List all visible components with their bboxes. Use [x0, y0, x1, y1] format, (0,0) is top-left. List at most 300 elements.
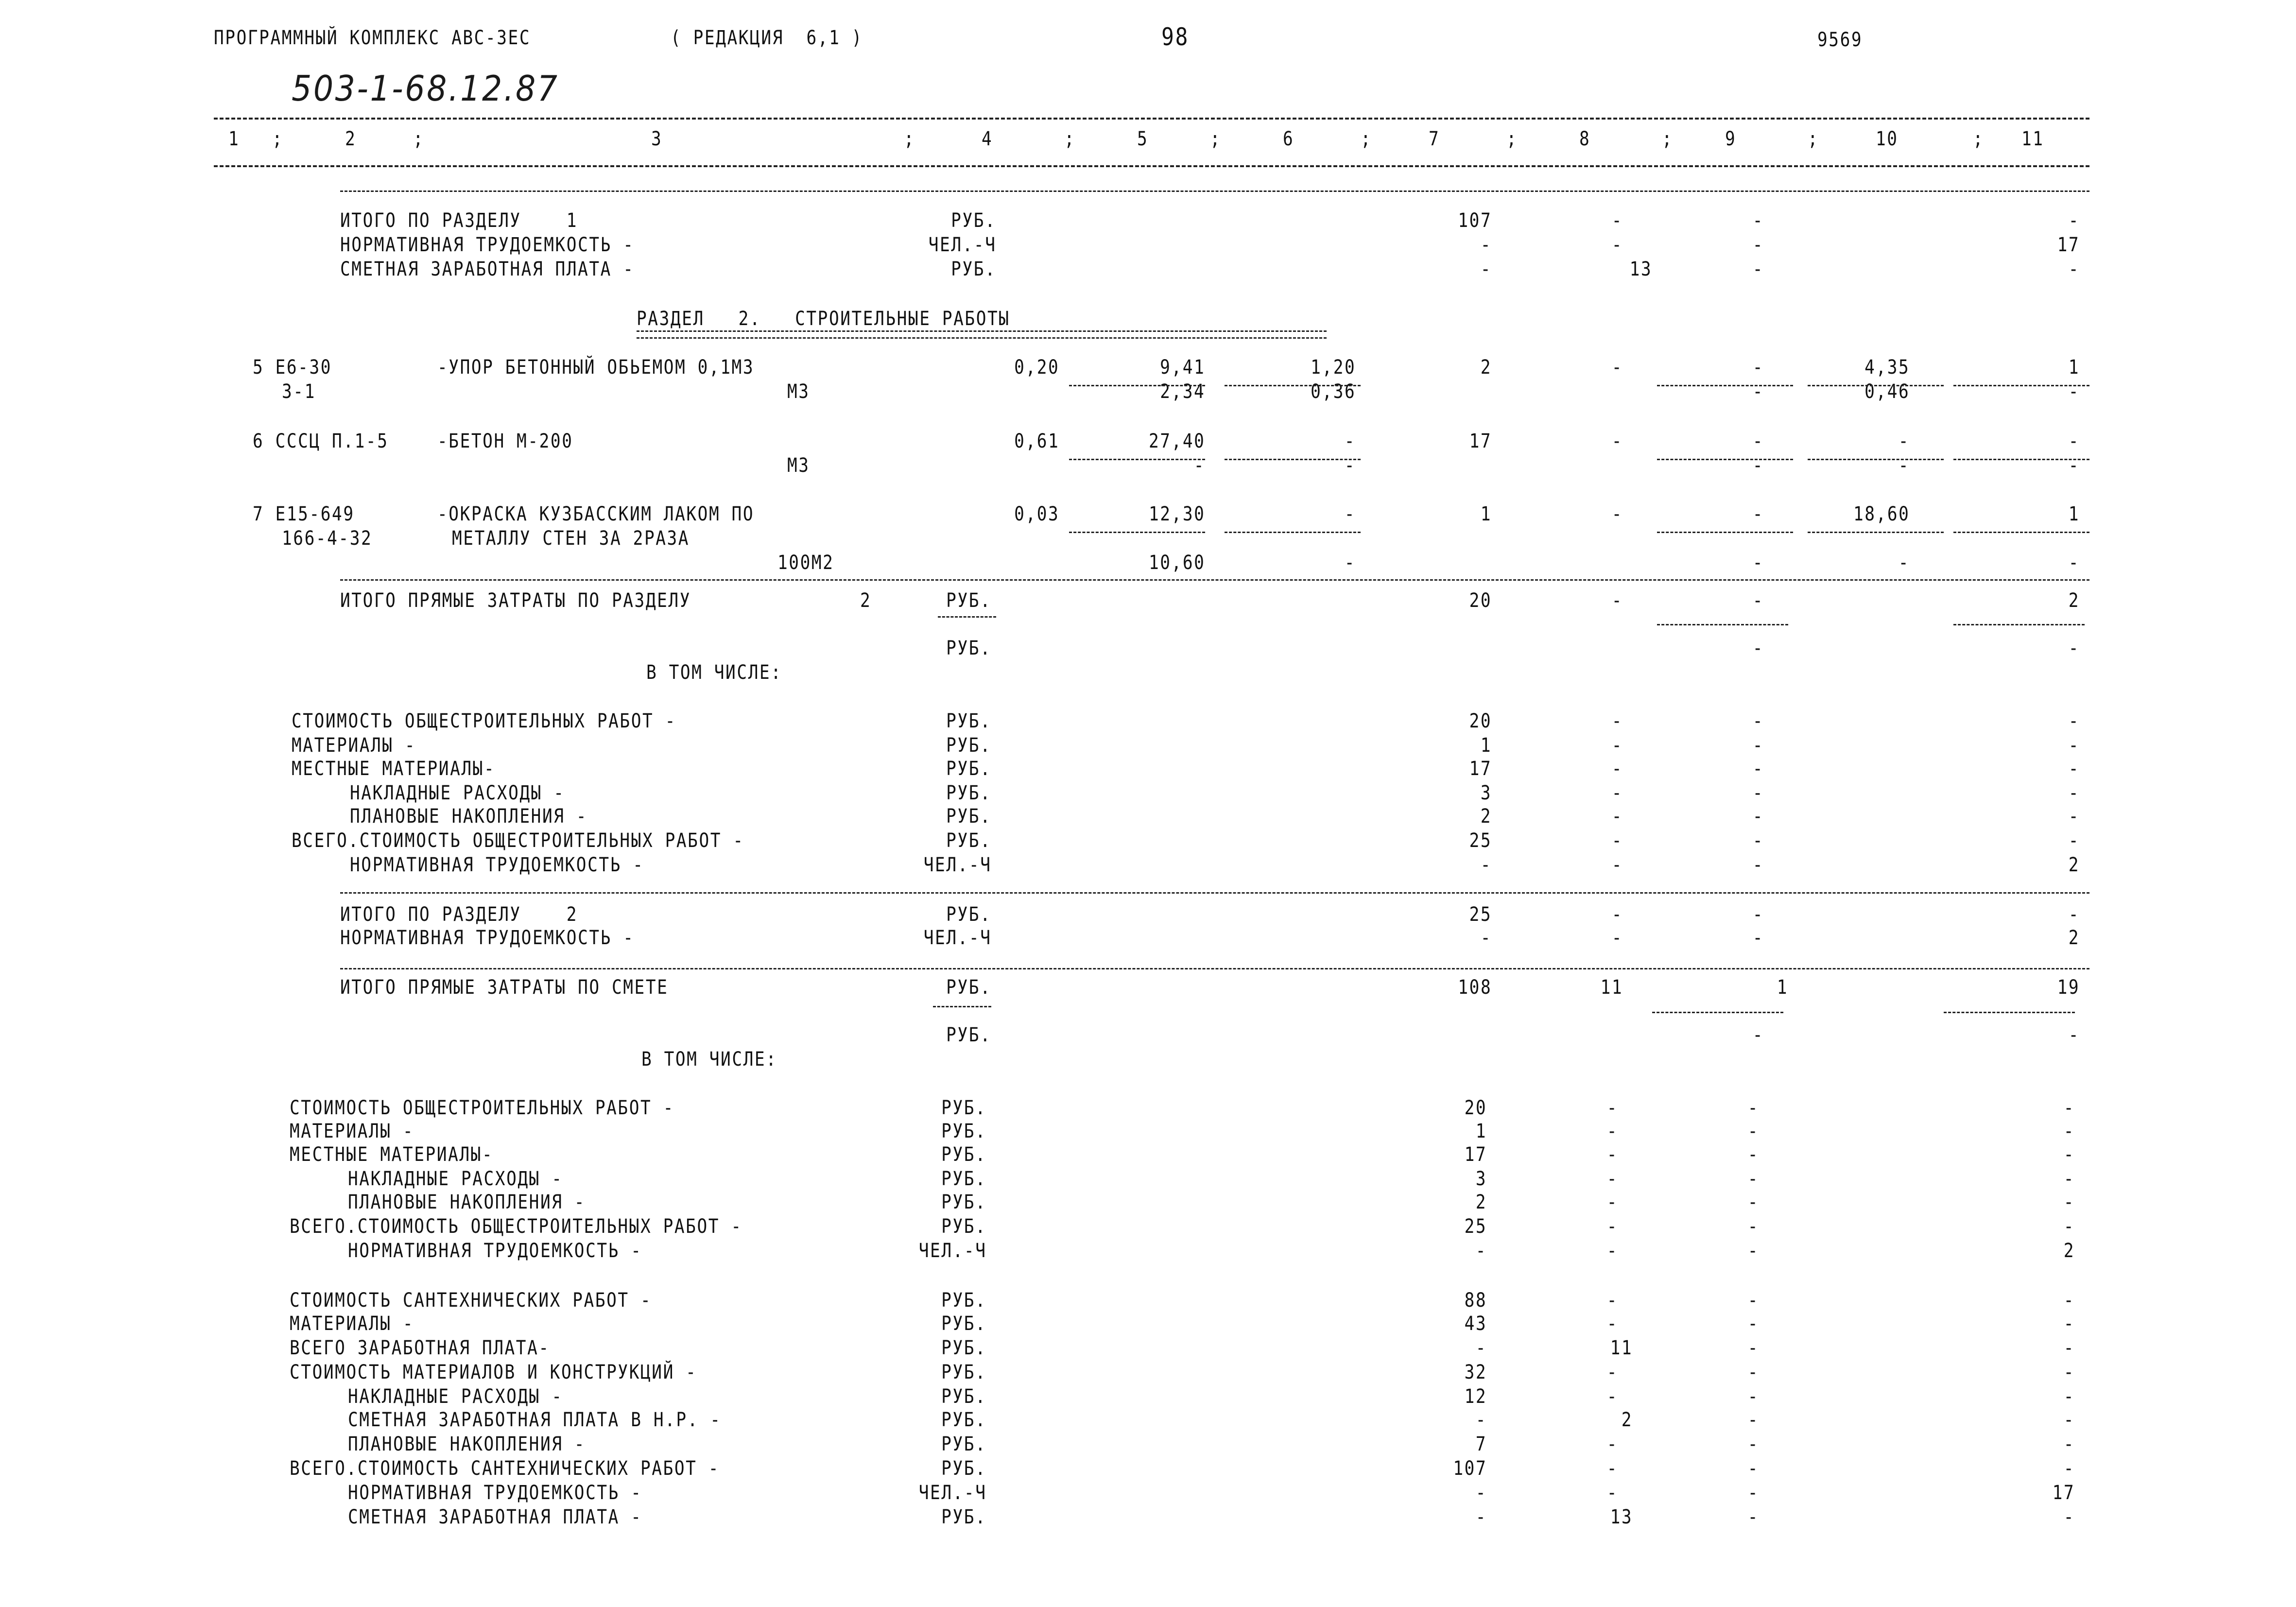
column-separator: ; [1210, 128, 1222, 150]
line-label: РУБ. [946, 637, 991, 659]
line-cell: - [1606, 1240, 1618, 1262]
line-cell: - [1747, 1506, 1759, 1528]
line-cell: - [1752, 552, 1764, 574]
subtotal-underline [1657, 532, 1793, 533]
line-cell: 27,40 [1148, 430, 1205, 452]
edition-label: ( РЕДАКЦИЯ 6,1 ) [671, 27, 863, 49]
line-cell: - [1752, 1024, 1764, 1046]
unit-underline [933, 1006, 991, 1007]
line-cell: - [1747, 1457, 1759, 1480]
line-cell: РУБ. [946, 782, 991, 804]
line-cell: РУБ. [941, 1289, 986, 1312]
line-cell: 2 [1475, 1191, 1487, 1213]
line-cell: 20 [1469, 589, 1492, 612]
line-cell: - [1752, 829, 1764, 852]
line-cell: 11 [1610, 1337, 1633, 1359]
subtotal-underline [1953, 459, 2089, 460]
line-cell: 25 [1469, 903, 1492, 926]
line-cell: 3 [1480, 782, 1492, 804]
line-cell: - [1606, 1168, 1618, 1190]
line-cell: 107 [1458, 209, 1492, 232]
line-cell: - [2063, 1313, 2075, 1335]
line-cell: 13 [1629, 258, 1652, 280]
line-cell: РУБ. [950, 258, 996, 280]
line-cell: 2,34 [1159, 380, 1205, 403]
line-cell: - [1752, 854, 1764, 876]
line-cell: - [2063, 1337, 2075, 1359]
line-cell: 9,41 [1159, 356, 1205, 379]
section2-direct-costs-rule [340, 579, 2089, 581]
column-number: 4 [982, 128, 993, 150]
line-label: 3-1 [282, 380, 316, 403]
line-cell: 2 [2068, 927, 2080, 949]
line-label: СМЕТНАЯ ЗАРАБОТНАЯ ПЛАТА - [340, 258, 635, 280]
line-label: СТОИМОСТЬ ОБЩЕСТРОИТЕЛЬНЫХ РАБОТ - [292, 710, 676, 732]
line-cell: РУБ. [941, 1409, 986, 1431]
line-cell: РУБ. [941, 1120, 986, 1142]
subtotal-underline [1225, 459, 1361, 460]
line-cell: - [2063, 1097, 2075, 1119]
line-label: 6 СССЦ П.1-5 [253, 430, 389, 452]
line-cell: - [1606, 1097, 1618, 1119]
line-cell: - [1606, 1457, 1618, 1480]
line-label: СТОИМОСТЬ ОБЩЕСТРОИТЕЛЬНЫХ РАБОТ - [290, 1097, 674, 1119]
line-cell: - [2068, 209, 2080, 232]
line-label: МЕСТНЫЕ МАТЕРИАЛЫ- [292, 758, 496, 780]
line-cell: - [1747, 1168, 1759, 1190]
line-cell: 2 [1480, 356, 1492, 379]
line-cell: РУБ. [941, 1215, 986, 1238]
line-cell: - [1480, 927, 1492, 949]
line-cell: - [1752, 258, 1764, 280]
subtotal-underline [1225, 532, 1361, 533]
line-label: ПЛАНОВЫЕ НАКОПЛЕНИЯ - [348, 1433, 586, 1455]
line-label: НОРМАТИВНАЯ ТРУДОЕМКОСТЬ - [340, 234, 635, 256]
line-cell: РУБ. [941, 1433, 986, 1455]
line-label: 100М2 [777, 552, 834, 574]
line-cell: - [1752, 710, 1764, 732]
line-cell: - [2063, 1385, 2075, 1408]
line-cell: 19 [2057, 976, 2080, 999]
subtotal-underline [1069, 459, 1205, 460]
top-rule [214, 118, 2089, 120]
line-label: 5 Е6-30 [253, 356, 332, 379]
column-separator: ; [904, 128, 915, 150]
column-separator: ; [272, 128, 284, 150]
line-cell: - [1752, 454, 1764, 477]
line-cell: 0,20 [1014, 356, 1059, 379]
column-number: 9 [1725, 128, 1737, 150]
line-cell: 4,35 [1864, 356, 1910, 379]
line-label: НАКЛАДНЫЕ РАСХОДЫ - [348, 1168, 563, 1190]
line-cell: - [1611, 782, 1623, 804]
line-label: МАТЕРИАЛЫ - [290, 1313, 414, 1335]
line-cell: - [2068, 637, 2080, 659]
line-cell: РУБ. [941, 1191, 986, 1213]
line-cell: - [1752, 503, 1764, 525]
line-label: СМЕТНАЯ ЗАРАБОТНАЯ ПЛАТА В Н.Р. - [348, 1409, 722, 1431]
line-cell: - [1898, 552, 1910, 574]
line-label: ИТОГО ПРЯМЫЕ ЗАТРАТЫ ПО РАЗДЕЛУ [340, 589, 691, 612]
line-cell: -БЕТОН М-200 [437, 430, 573, 452]
line-cell: - [1752, 758, 1764, 780]
line-cell: 17 [1464, 1143, 1487, 1166]
line-cell: - [2063, 1409, 2075, 1431]
subtotal-underline [1808, 459, 1944, 460]
line-cell: 7 [1475, 1433, 1487, 1455]
line-cell: РУБ. [946, 734, 991, 757]
line-cell: - [2068, 454, 2080, 477]
subtotal-underline [1069, 532, 1205, 533]
line-cell: - [2068, 430, 2080, 452]
column-number: 3 [651, 128, 663, 150]
subtotal-underline [1069, 385, 1205, 386]
line-cell: - [1611, 854, 1623, 876]
handwritten-code: 503-1-68.12.87 [292, 68, 559, 109]
line-cell: - [1606, 1385, 1618, 1408]
line-cell: 25 [1469, 829, 1492, 852]
line-cell: 1 [1475, 1120, 1487, 1142]
line-label: МАТЕРИАЛЫ - [292, 734, 416, 757]
line-cell: ЧЕЛ.-Ч [923, 927, 991, 949]
section1-totals-rule [340, 190, 2089, 192]
line-cell: - [1611, 829, 1623, 852]
subtotal-underline [1953, 532, 2089, 533]
column-number: 1 [228, 128, 240, 150]
line-cell: РУБ. [941, 1168, 986, 1190]
line-cell: 10,60 [1148, 552, 1205, 574]
line-cell: - [2063, 1433, 2075, 1455]
line-cell: - [1747, 1215, 1759, 1238]
line-cell: 1,20 [1310, 356, 1356, 379]
document-number: 9569 [1817, 29, 1863, 51]
line-cell: РУБ. [946, 589, 991, 612]
line-cell: - [1752, 234, 1764, 256]
line-cell: РУБ. [946, 829, 991, 852]
line-cell: РУБ. [946, 805, 991, 828]
line-cell: - [1752, 927, 1764, 949]
column-separator: ; [1361, 128, 1372, 150]
line-cell: МЕТАЛЛУ СТЕН ЗА 2РАЗА [452, 527, 690, 550]
line-cell: - [1752, 903, 1764, 926]
line-cell: 20 [1469, 710, 1492, 732]
line-cell: 1 [1777, 976, 1788, 999]
line-cell: - [1747, 1409, 1759, 1431]
line-cell: РУБ. [950, 209, 996, 232]
line-label: НОРМАТИВНАЯ ТРУДОЕМКОСТЬ - [350, 854, 644, 876]
line-cell: - [1344, 552, 1356, 574]
line-cell: - [1606, 1433, 1618, 1455]
line-cell: - [1747, 1433, 1759, 1455]
line-cell: РУБ. [941, 1143, 986, 1166]
line-cell: - [1611, 430, 1623, 452]
line-cell: - [1747, 1337, 1759, 1359]
section2-heading-underline-2 [637, 337, 1327, 339]
line-cell: - [1344, 454, 1356, 477]
header-rule [214, 165, 2089, 167]
line-cell: - [1606, 1482, 1618, 1504]
line-cell: - [1752, 589, 1764, 612]
line-cell: 18,60 [1853, 503, 1910, 525]
line-cell: - [2068, 552, 2080, 574]
line-label: М3 [787, 454, 810, 477]
line-cell: 0,36 [1310, 380, 1356, 403]
line-cell: 43 [1464, 1313, 1487, 1335]
line-cell: - [1752, 356, 1764, 379]
line-label: ИТОГО ПО РАЗДЕЛУ 1 [340, 209, 578, 232]
line-cell: - [1606, 1313, 1618, 1335]
line-cell: ЧЕЛ.-Ч [928, 234, 996, 256]
line-cell: - [1606, 1361, 1618, 1383]
line-cell: РУБ. [946, 758, 991, 780]
line-cell: -ОКРАСКА КУЗБАССКИМ ЛАКОМ ПО [437, 503, 755, 525]
line-cell: 3 [1475, 1168, 1487, 1190]
line-cell: - [2063, 1289, 2075, 1312]
line-cell: - [2068, 829, 2080, 852]
line-cell: - [1898, 430, 1910, 452]
line-cell: - [1611, 805, 1623, 828]
line-cell: - [2068, 734, 2080, 757]
line-cell: - [1611, 234, 1623, 256]
line-label: 166-4-32 [282, 527, 373, 550]
line-cell: 12 [1464, 1385, 1487, 1408]
column-number: 5 [1137, 128, 1149, 150]
program-title: ПРОГРАММНЫЙ КОМПЛЕКС АВС-3ЕС [214, 27, 531, 49]
line-cell: - [1611, 356, 1623, 379]
line-label: МАТЕРИАЛЫ - [290, 1120, 414, 1142]
line-cell: РУБ. [946, 976, 991, 999]
line-cell: 2 [1621, 1409, 1633, 1431]
line-cell: - [1193, 454, 1205, 477]
line-cell: - [1480, 258, 1492, 280]
line-cell: РУБ. [941, 1457, 986, 1480]
line-cell: - [1611, 903, 1623, 926]
line-cell: - [1480, 234, 1492, 256]
line-cell: РУБ. [941, 1385, 986, 1408]
line-cell: - [1752, 805, 1764, 828]
line-label: ПЛАНОВЫЕ НАКОПЛЕНИЯ - [348, 1191, 586, 1213]
line-cell: - [1752, 637, 1764, 659]
subtotal-underline [1953, 624, 2085, 625]
unit-underline [938, 616, 996, 618]
line-cell: М3 [787, 380, 810, 403]
line-cell: - [1475, 1337, 1487, 1359]
line-cell: 17 [2057, 234, 2080, 256]
line-cell: - [1747, 1482, 1759, 1504]
line-cell: 17 [1469, 758, 1492, 780]
line-label: СТОИМОСТЬ МАТЕРИАЛОВ И КОНСТРУКЦИЙ - [290, 1361, 697, 1383]
line-cell: - [1344, 430, 1356, 452]
line-cell: 1 [2068, 356, 2080, 379]
line-label: СТОИМОСТЬ САНТЕХНИЧЕСКИХ РАБОТ - [290, 1289, 652, 1312]
line-label: НОРМАТИВНАЯ ТРУДОЕМКОСТЬ - [340, 927, 635, 949]
line-cell: 2 [1480, 805, 1492, 828]
subtotal-underline [1808, 532, 1944, 533]
line-cell: -УПОР БЕТОННЫЙ ОБЬЕМОМ 0,1М3 [437, 356, 755, 379]
line-cell: РУБ. [941, 1337, 986, 1359]
line-cell: 20 [1464, 1097, 1487, 1119]
line-cell: 17 [2052, 1482, 2075, 1504]
line-label: ВСЕГО.СТОИМОСТЬ ОБЩЕСТРОИТЕЛЬНЫХ РАБОТ - [290, 1215, 742, 1238]
line-cell: 25 [1464, 1215, 1487, 1238]
line-cell: - [2068, 903, 2080, 926]
line-cell: - [2068, 758, 2080, 780]
line-cell: 2 [2063, 1240, 2075, 1262]
line-label: ПЛАНОВЫЕ НАКОПЛЕНИЯ - [350, 805, 588, 828]
line-cell: - [1606, 1289, 1618, 1312]
line-cell: - [2068, 710, 2080, 732]
line-cell: - [1480, 854, 1492, 876]
line-cell: - [2063, 1191, 2075, 1213]
line-label: НОРМАТИВНАЯ ТРУДОЕМКОСТЬ - [348, 1482, 642, 1504]
line-label: НАКЛАДНЫЕ РАСХОДЫ - [348, 1385, 563, 1408]
line-cell: 0,46 [1864, 380, 1910, 403]
column-number: 10 [1876, 128, 1899, 150]
line-label: В ТОМ ЧИСЛЕ: [646, 661, 782, 684]
line-cell: 0,03 [1014, 503, 1059, 525]
line-cell: РУБ. [946, 710, 991, 732]
line-cell: - [1475, 1482, 1487, 1504]
line-cell: - [1611, 758, 1623, 780]
line-label: НАКЛАДНЫЕ РАСХОДЫ - [350, 782, 565, 804]
line-label: ИТОГО ПРЯМЫЕ ЗАТРАТЫ ПО СМЕТЕ [340, 976, 669, 999]
subtotal-underline [1808, 385, 1944, 386]
line-cell: 1 [1480, 734, 1492, 757]
line-label: ИТОГО ПО РАЗДЕЛУ 2 [340, 903, 578, 926]
line-cell: - [1606, 1143, 1618, 1166]
line-cell: - [2063, 1215, 2075, 1238]
line-cell: - [1344, 503, 1356, 525]
subtotal-underline [1657, 459, 1793, 460]
line-cell: - [1606, 1120, 1618, 1142]
page-number: 98 [1161, 23, 1189, 51]
line-cell: - [1475, 1506, 1487, 1528]
line-cell: - [1747, 1097, 1759, 1119]
line-cell: 12,30 [1148, 503, 1205, 525]
line-label: 7 Е15-649 [253, 503, 355, 525]
line-label: СМЕТНАЯ ЗАРАБОТНАЯ ПЛАТА - [348, 1506, 642, 1528]
line-cell: 2 [860, 589, 872, 612]
column-number: 11 [2021, 128, 2044, 150]
column-number: 7 [1429, 128, 1440, 150]
line-cell: - [1747, 1385, 1759, 1408]
column-separator: ; [1808, 128, 1819, 150]
line-cell: - [1747, 1361, 1759, 1383]
line-cell: - [1611, 503, 1623, 525]
line-cell: 1 [1480, 503, 1492, 525]
line-cell: - [1752, 734, 1764, 757]
line-cell: - [2063, 1457, 2075, 1480]
line-cell: - [1611, 710, 1623, 732]
line-cell: - [2063, 1361, 2075, 1383]
subtotal-underline [1944, 1012, 2075, 1013]
line-cell: ЧЕЛ.-Ч [918, 1482, 986, 1504]
line-cell: 0,61 [1014, 430, 1059, 452]
column-number: 6 [1283, 128, 1295, 150]
line-label: В ТОМ ЧИСЛЕ: [641, 1048, 777, 1071]
line-cell: 2 [2068, 589, 2080, 612]
line-cell: - [2068, 782, 2080, 804]
line-cell: - [1606, 1191, 1618, 1213]
line-cell: - [1752, 209, 1764, 232]
line-cell: - [1611, 734, 1623, 757]
line-cell: 11 [1600, 976, 1623, 999]
line-label: ВСЕГО.СТОИМОСТЬ САНТЕХНИЧЕСКИХ РАБОТ - [290, 1457, 720, 1480]
line-cell: - [2063, 1120, 2075, 1142]
line-cell: - [1611, 927, 1623, 949]
column-separator: ; [1506, 128, 1518, 150]
estimate-totals-rule [340, 968, 2089, 969]
line-cell: 32 [1464, 1361, 1487, 1383]
line-cell: - [2068, 1024, 2080, 1046]
subtotal-underline [1652, 1012, 1783, 1013]
line-cell: - [1611, 209, 1623, 232]
line-label: НОРМАТИВНАЯ ТРУДОЕМКОСТЬ - [348, 1240, 642, 1262]
line-cell: - [1747, 1289, 1759, 1312]
line-cell: РУБ. [941, 1313, 986, 1335]
line-cell: ЧЕЛ.-Ч [918, 1240, 986, 1262]
column-separator: ; [413, 128, 425, 150]
line-cell: - [1747, 1143, 1759, 1166]
line-cell: - [1752, 380, 1764, 403]
line-cell: - [1747, 1313, 1759, 1335]
line-cell: - [2063, 1506, 2075, 1528]
subtotal-underline [1657, 385, 1793, 386]
section2-totals-rule [340, 892, 2089, 894]
line-cell: 107 [1453, 1457, 1487, 1480]
line-cell: - [1747, 1120, 1759, 1142]
line-cell: 2 [2068, 854, 2080, 876]
line-cell: 17 [1469, 430, 1492, 452]
line-cell: - [1747, 1191, 1759, 1213]
line-cell: РУБ. [946, 903, 991, 926]
line-cell: 1 [2068, 503, 2080, 525]
line-cell: 13 [1610, 1506, 1633, 1528]
line-cell: - [1611, 589, 1623, 612]
line-cell: РУБ. [941, 1361, 986, 1383]
line-cell: - [1752, 782, 1764, 804]
line-label: РАЗДЕЛ 2. СТРОИТЕЛЬНЫЕ РАБОТЫ [637, 308, 1010, 330]
line-cell: - [2063, 1168, 2075, 1190]
subtotal-underline [1225, 385, 1361, 386]
line-label: ВСЕГО ЗАРАБОТНАЯ ПЛАТА- [290, 1337, 550, 1359]
line-cell: - [2068, 380, 2080, 403]
column-separator: ; [1064, 128, 1076, 150]
column-separator: ; [1973, 128, 1985, 150]
line-cell: ЧЕЛ.-Ч [923, 854, 991, 876]
line-cell: РУБ. [941, 1097, 986, 1119]
line-cell: 88 [1464, 1289, 1487, 1312]
line-cell: - [1898, 454, 1910, 477]
line-cell: - [1606, 1215, 1618, 1238]
line-cell: - [1752, 430, 1764, 452]
column-separator: ; [1662, 128, 1674, 150]
line-cell: - [1747, 1240, 1759, 1262]
line-cell: - [2063, 1143, 2075, 1166]
line-label: ВСЕГО.СТОИМОСТЬ ОБЩЕСТРОИТЕЛЬНЫХ РАБОТ - [292, 829, 744, 852]
section2-heading-underline [637, 330, 1327, 332]
line-cell: - [2068, 258, 2080, 280]
line-cell: 108 [1458, 976, 1492, 999]
line-cell: - [2068, 805, 2080, 828]
line-cell: - [1475, 1409, 1487, 1431]
subtotal-underline [1657, 624, 1788, 625]
line-label: МЕСТНЫЕ МАТЕРИАЛЫ- [290, 1143, 494, 1166]
line-label: РУБ. [946, 1024, 991, 1046]
column-number: 8 [1579, 128, 1591, 150]
line-cell: РУБ. [941, 1506, 986, 1528]
column-number: 2 [345, 128, 357, 150]
